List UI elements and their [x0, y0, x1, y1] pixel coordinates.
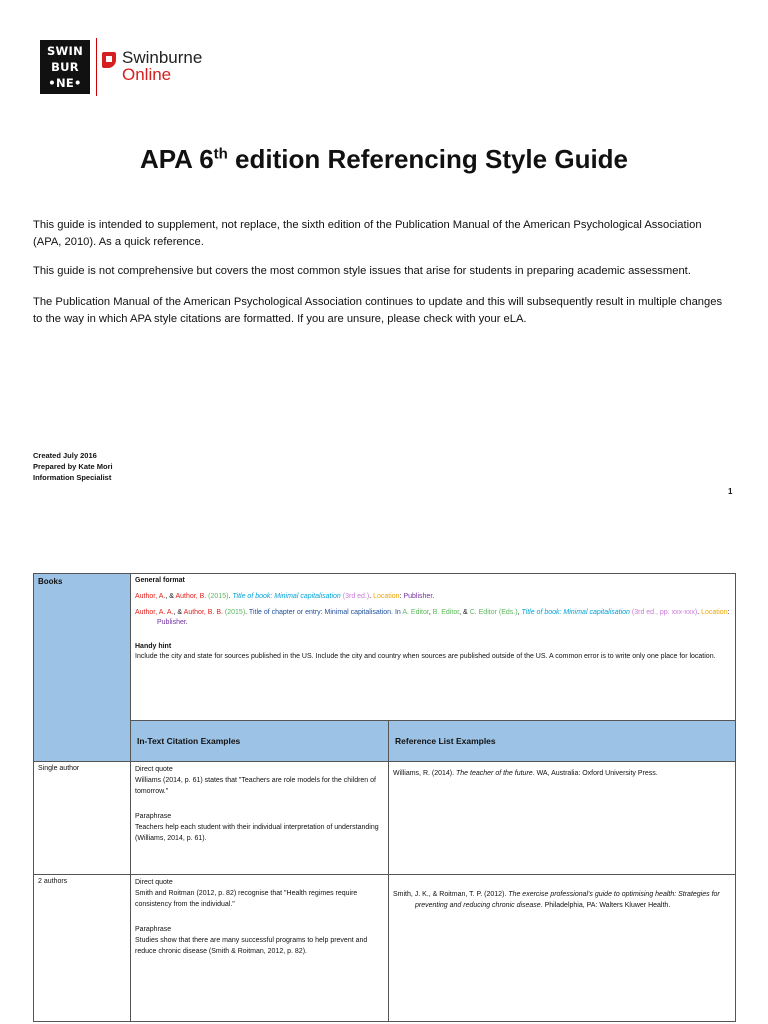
format2-chapter: Title of chapter or entry: Minimal capitalisation.	[248, 609, 393, 616]
format1-dot1: .	[228, 593, 233, 600]
format2-colon: :	[727, 609, 730, 616]
intro-paragraph-2: This guide is not comprehensive but covers the most common style issues that arise for students in preparing academic assessment.	[33, 265, 691, 277]
row-label-single-author: Single author	[34, 762, 131, 875]
logo-box-line2: BUR	[51, 60, 79, 74]
format-book-line	[135, 592, 731, 602]
format2-in: In	[393, 609, 403, 616]
format2-editor-b: B. Editor	[432, 609, 460, 616]
format2-sep3: , &	[459, 609, 470, 616]
prepared-role: Information Specialist	[33, 473, 112, 482]
ref-publisher: . WA, Australia: Oxford University Press.	[532, 770, 658, 777]
format1-colon: :	[399, 593, 404, 600]
general-format-label: General format	[135, 577, 185, 584]
format2-publisher: Publisher	[157, 619, 186, 626]
swinburne-mark-icon	[102, 52, 116, 68]
ref-authors: Smith, J. K., & Roitman, T. P. (2012).	[393, 891, 509, 898]
logo-box-line3: •NE•	[48, 76, 82, 90]
category-books: Books	[34, 574, 131, 762]
format1-author-b: Author, B.	[175, 593, 207, 600]
ref-entry	[393, 889, 731, 911]
title-rest: edition Referencing Style Guide	[227, 144, 629, 174]
format2-title: Title of book: Minimal capitalisation	[521, 609, 630, 616]
table-row	[34, 762, 736, 875]
paraphrase-label: Paraphrase	[135, 813, 172, 820]
logo-sub-text: Online	[122, 65, 172, 84]
page-number: 1	[728, 487, 733, 496]
format1-publisher: Publisher	[403, 593, 433, 600]
paraphrase-citation: (Williams, 2014, p. 61).	[135, 835, 207, 842]
format2-edition: (3rd ed., pp. xxx-xxx)	[629, 609, 698, 616]
hint-label: Handy hint	[135, 643, 172, 650]
title-main: APA 6	[139, 144, 214, 174]
format2-author-b: Author, B. B.	[183, 609, 223, 616]
format2-author-a: Author, A. A.	[135, 609, 174, 616]
intext-cell-two-authors	[131, 875, 389, 1022]
paraphrase-text: Teachers help each student with their individual interpretation of understanding	[135, 824, 379, 831]
intro-paragraph-1: This guide is intended to supplement, not replace, the sixth edition of the Publication Manual of the American Psychological Association (APA, 2010). As a quick reference.	[33, 219, 702, 248]
credits-block	[33, 450, 113, 483]
direct-quote-text: Williams (2014, p. 61) states that "Teachers are role models for the children of tomorrow."	[135, 777, 376, 795]
ref-publisher: . Philadelphia, PA: Walters Kluwer Health.	[540, 902, 671, 909]
format1-author-a: Author, A.	[135, 593, 166, 600]
logo-box-line1: SWIN	[46, 44, 84, 58]
format1-dot2: .	[369, 593, 374, 600]
general-format-row	[34, 574, 736, 721]
reflist-cell-single-author	[389, 762, 736, 875]
ref-authors: Williams, R. (2014).	[393, 770, 457, 777]
intro-paragraph-3: The Publication Manual of the American Psychological Association continues to update and this will subsequently result in multiple changes to the way in which APA style citations are formatted. If you are unsure, please check with your eLA.	[33, 296, 723, 325]
format2-dot2: .	[697, 609, 702, 616]
row-label-two-authors: 2 authors	[34, 875, 131, 1022]
col-header-reflist: Reference List Examples	[389, 721, 736, 762]
format1-title: Title of book: Minimal capitalisation	[232, 593, 341, 600]
created-date: Created July 2016	[33, 451, 97, 460]
format1-location: Location	[373, 593, 400, 600]
ref-title: The teacher of the future	[456, 770, 533, 777]
format2-sep1: , &	[173, 609, 184, 616]
format2-dot1: .	[245, 609, 249, 616]
table-row	[34, 875, 736, 1022]
direct-quote-label: Direct quote	[135, 766, 173, 773]
direct-quote-label: Direct quote	[135, 879, 173, 886]
paraphrase-text: Studies show that there are many successful programs to help prevent and reduce chronic disease (Smith & Roitman, 2012, p. 82).	[135, 937, 368, 955]
format2-editor-c: C. Editor (Eds.)	[469, 609, 518, 616]
reflist-cell-two-authors	[389, 875, 736, 1022]
general-format-cell	[131, 574, 736, 721]
ref-title: The exercise professional's guide to optimising health: Strategies for preventing and reducing chronic disease	[415, 891, 720, 909]
intext-cell-single-author	[131, 762, 389, 875]
direct-quote-text: Smith and Roitman (2012, p. 82) recognise that "Health regimes require consistency from the individual."	[135, 890, 358, 908]
format2-sep2: ,	[428, 609, 433, 616]
format2-sep4: ,	[517, 609, 522, 616]
page-title	[0, 144, 768, 175]
format1-edition: (3rd ed.)	[340, 593, 370, 600]
logo-divider	[96, 38, 97, 96]
format-chapter-line	[135, 608, 731, 628]
format2-end: .	[185, 619, 188, 626]
hint-text: Include the city and state for sources published in the US. Include the city and country when sources are published outside of the US. A common error is to write only one place for location.	[135, 653, 716, 660]
swinburne-logo-box	[40, 40, 90, 94]
format2-year: (2015)	[222, 609, 246, 616]
format1-end: .	[432, 593, 435, 600]
paraphrase-label: Paraphrase	[135, 926, 172, 933]
format1-year: (2015)	[206, 593, 229, 600]
prepared-by: Prepared by Kate Mori	[33, 462, 113, 471]
title-superscript: th	[213, 145, 228, 163]
format2-editor-a: A. Editor	[402, 609, 429, 616]
col-header-intext: In-Text Citation Examples	[131, 721, 389, 762]
logo-brand-text: Swinburne	[122, 48, 203, 67]
column-header-row	[34, 721, 736, 762]
format1-sep: , &	[165, 593, 176, 600]
format2-location: Location	[701, 609, 728, 616]
books-reference-table	[33, 573, 736, 1022]
